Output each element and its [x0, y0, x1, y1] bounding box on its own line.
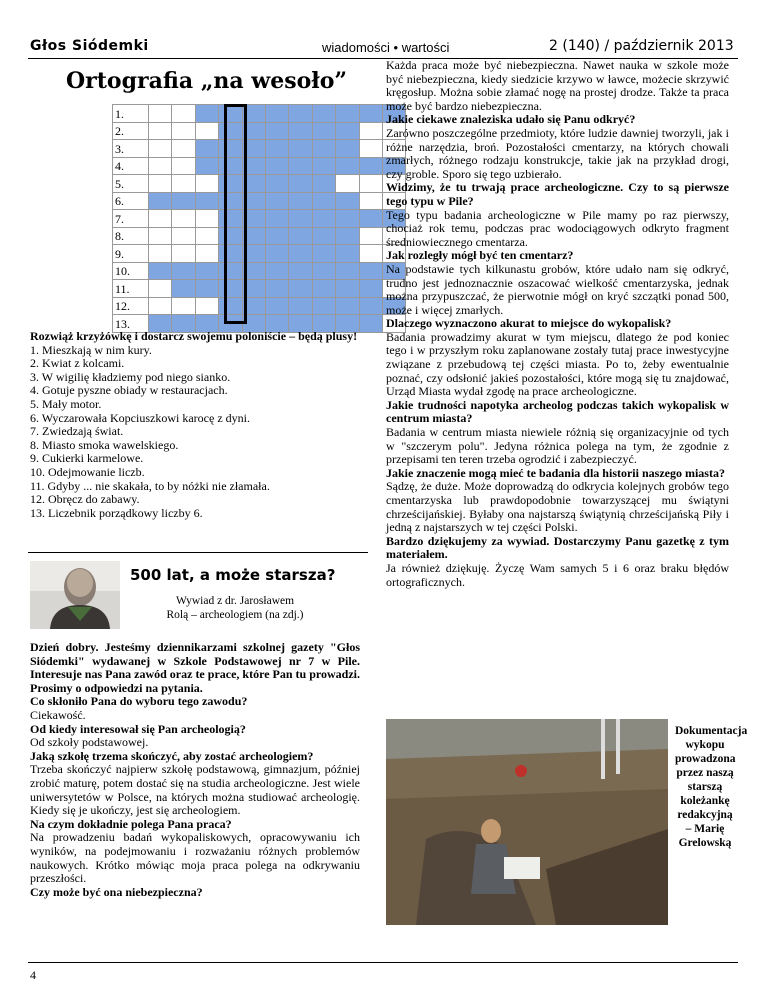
- crossword-cell: [312, 297, 335, 315]
- crossword-clue: 5. Mały motor.: [30, 396, 102, 411]
- crossword-row: [113, 227, 406, 245]
- interview-question: Dlaczego wyznaczono akurat to miejsce do wykopalisk?: [386, 316, 672, 331]
- crossword-cell: [265, 157, 288, 175]
- interview-question: Jaką szkołę trzema skończyć, aby zostać archeologiem?: [30, 748, 314, 763]
- crossword-cell: [289, 280, 312, 298]
- crossword-cell: [359, 297, 382, 315]
- crossword-clue: 2. Kwiat z kolcami.: [30, 356, 125, 371]
- crossword-solution-column: [224, 104, 247, 324]
- crossword-row: [113, 157, 406, 175]
- crossword-cell: [359, 315, 382, 333]
- crossword-row-number: 12.: [113, 297, 149, 315]
- crossword-cell: [289, 210, 312, 228]
- interview-question: Na czym dokładnie polega Pana praca?: [30, 816, 232, 831]
- crossword-cell: [336, 297, 359, 315]
- interview-answer: Na prowadzeniu badań wykopaliskowych, opracowywaniu ich wyników, na podejmowaniu i rozważaniu różnych problemów naukowych. Krótko mówiąc moja praca polega na odkrywaniu przeszłości.: [30, 830, 360, 886]
- crossword-cell: [265, 297, 288, 315]
- interview-answer: Każda praca może być niebezpieczna. Nawet nauka w szkole może być niebezpieczna, kiedy siedzicie krzywo w ławce, możecie skrzywić kręgosłup. Można sobie złamać nogę na prostej drodze. Także ta praca może być bardzo niebezpieczna.: [386, 58, 729, 113]
- crossword-row-number: 2.: [113, 122, 149, 140]
- crossword-row-number: 10.: [113, 262, 149, 280]
- crossword-cell: [149, 140, 172, 158]
- footer-divider: [28, 962, 738, 963]
- crossword-cell: [359, 227, 382, 245]
- crossword-cell: [359, 245, 382, 263]
- interview-right-column: [386, 59, 729, 589]
- crossword-cell: [265, 210, 288, 228]
- crossword-cell: [336, 140, 359, 158]
- crossword-cell: [312, 140, 335, 158]
- crossword-cell: [195, 297, 218, 315]
- crossword-cell: [195, 192, 218, 210]
- crossword-row: [113, 262, 406, 280]
- crossword-cell: [359, 105, 382, 123]
- crossword-cell: [265, 175, 288, 193]
- crossword-clue: 4. Gotuje pyszne obiady w restauracjach.: [30, 383, 228, 398]
- crossword-instruction: Rozwiąż krzyżówkę i dostarcz swojemu poloniście – będą plusy!: [30, 329, 358, 343]
- interview-title: 500 lat, a może starsza?: [130, 566, 336, 584]
- crossword-cell: [172, 105, 195, 123]
- crossword-clue: 1. Mieszkają w nim kury.: [30, 342, 152, 357]
- crossword-cell: [289, 175, 312, 193]
- crossword-cell: [149, 245, 172, 263]
- crossword-cell: [359, 210, 382, 228]
- crossword-cell: [312, 280, 335, 298]
- interview-left-column: [30, 641, 360, 899]
- crossword-cell: [265, 280, 288, 298]
- crossword-cell: [312, 105, 335, 123]
- crossword-row-number: 6.: [113, 192, 149, 210]
- crossword-cell: [265, 192, 288, 210]
- crossword-cell: [172, 210, 195, 228]
- archaeologist-photo: [30, 561, 120, 629]
- crossword-cell: [172, 262, 195, 280]
- crossword-row: [113, 175, 406, 193]
- interview-answer: Ciekawość.: [30, 707, 86, 722]
- crossword-cell: [312, 210, 335, 228]
- crossword-row-number: 11.: [113, 280, 149, 298]
- crossword-cell: [336, 192, 359, 210]
- crossword-cell: [336, 105, 359, 123]
- crossword-row: [113, 122, 406, 140]
- interview-question: Bardzo dziękujemy za wywiad. Dostarczymy Panu gazetkę z tym materiałem.: [386, 533, 729, 562]
- interview-answer: Tego typu badania archeologiczne w Pile mamy po raz pierwszy, chociaż rok temu, podczas prac wodociągowych odkryto fragment średniowiecznego cmentarza.: [386, 207, 729, 249]
- crossword-cell: [149, 105, 172, 123]
- crossword-row: [113, 105, 406, 123]
- crossword-cell: [312, 192, 335, 210]
- interview-answer: Trzeba skończyć najpierw szkołę podstawową, gimnazjum, później zrobić maturę, potem dostać się na studia archeologiczne. Jest wiele uniwersytetów w Polsce, na których można studiować archeologię. Kiedy się je ukończy, jest się archeologiem.: [30, 762, 360, 818]
- crossword-cell: [312, 227, 335, 245]
- crossword-row-number: 7.: [113, 210, 149, 228]
- interview-answer: Na podstawie tych kilkunastu grobów, które udało nam się odkryć, trudno jest jednoznacznie oszacować wielkość cmentarzyska, jednak można przypuszczać, że pierwotnie mógł on kryć szczątki ponad 500, może i więcej zmarłych.: [386, 261, 729, 317]
- crossword-cell: [312, 262, 335, 280]
- crossword-cell: [172, 297, 195, 315]
- interview-question: Jakie trudności napotyka archeolog podczas takich wykopalisk w centrum miasta?: [386, 397, 729, 426]
- crossword-cell: [195, 262, 218, 280]
- crossword-cell: [195, 210, 218, 228]
- interview-question: Jakie znaczenie mogą mieć te badania dla historii naszego miasta?: [386, 465, 725, 480]
- photo-caption: Dokumentacja wykopu prowadzona przez naszą starszą koleżankę redakcyjną – Marię Grelowską: [675, 725, 748, 849]
- interview-answer: Ja również dziękuję. Życzę Wam samych 5 i 6 oraz braku błędów ortograficznych.: [386, 560, 729, 589]
- interview-question: Czy może być ona niebezpieczna?: [30, 884, 203, 899]
- crossword-cell: [336, 210, 359, 228]
- crossword-cell: [359, 192, 382, 210]
- crossword-cell: [172, 122, 195, 140]
- crossword-cell: [265, 227, 288, 245]
- crossword-cell: [359, 157, 382, 175]
- crossword-cell: [172, 140, 195, 158]
- interview-question: Dzień dobry. Jesteśmy dziennikarzami szkolnej gazety "Głos Siódemki" wydawanej w Szkole Podstawowej nr 7 w Pile. Interesuje nas Pana zawód oraz te prace, które Pan tu prowadzi. Prosimy o odpowiedzi na pytania.: [30, 640, 360, 695]
- page-number: 4: [30, 968, 36, 982]
- tagline: wiadomości • wartości: [322, 40, 450, 55]
- crossword-clue: 3. W wigilię kładziemy pod niego sianko.: [30, 369, 231, 384]
- crossword-cell: [289, 192, 312, 210]
- crossword-cell: [359, 175, 382, 193]
- crossword-row: [113, 210, 406, 228]
- crossword-cell: [265, 140, 288, 158]
- interview-answer: Od szkoły podstawowej.: [30, 735, 149, 750]
- crossword-clue: 10. Odejmowanie liczb.: [30, 464, 145, 479]
- excavation-photo: [386, 719, 668, 925]
- crossword-cell: [195, 245, 218, 263]
- crossword-cell: [195, 175, 218, 193]
- crossword-row-number: 4.: [113, 157, 149, 175]
- crossword-row-number: 5.: [113, 175, 149, 193]
- crossword-cell: [289, 157, 312, 175]
- crossword-clue: 11. Gdyby ... nie skakała, to by nóżki nie złamała.: [30, 478, 270, 493]
- crossword-cell: [312, 245, 335, 263]
- crossword-clue: 12. Obręcz do zabawy.: [30, 492, 140, 507]
- crossword-cell: [289, 122, 312, 140]
- crossword-cell: [195, 227, 218, 245]
- crossword-row-number: 13.: [113, 315, 149, 333]
- crossword-clue: 6. Wyczarowała Kopciuszkowi karocę z dyni.: [30, 410, 250, 425]
- crossword-cell: [265, 122, 288, 140]
- crossword-cell: [359, 280, 382, 298]
- crossword-title: Ortografia „na wesoło”: [66, 68, 348, 94]
- crossword-row: [113, 280, 406, 298]
- crossword-cell: [289, 140, 312, 158]
- crossword-row: [113, 245, 406, 263]
- crossword-cell: [289, 227, 312, 245]
- section-divider: [28, 552, 368, 553]
- crossword-cell: [359, 262, 382, 280]
- crossword-cell: [149, 297, 172, 315]
- interview-answer: Badania prowadzimy akurat w tym miejscu, dlatego że pod koniec tego i w przyszłym roku zaplanowane zostały tutaj prace inwestycyjne związane z przebudową tej części miasta. Po to, żeby ewentualnie poznać, czy odsłonić jakieś pozostałości, które mogą się tu znajdować, Urząd Miasta wydał zgodę na prace archeologiczne.: [386, 329, 729, 399]
- crossword-cell: [149, 175, 172, 193]
- crossword-grid: [112, 104, 406, 333]
- interview-answer: Sądzę, że duże. Może doprowadzą do odkrycia kolejnych grobów tego cmentarzyska lub prawdopodobnie towarzyszącej mu świątyni chrześcijańskiej. Byłaby ona najstarszą świątynią chrześcijańską Piły i jedną z najstarszych w tej części Polski.: [386, 479, 729, 535]
- crossword-cell: [149, 262, 172, 280]
- interview-question: Co skłoniło Pana do wyboru tego zawodu?: [30, 694, 248, 709]
- crossword-clue: 13. Liczebnik porządkowy liczby 6.: [30, 505, 203, 520]
- crossword-cell: [195, 105, 218, 123]
- crossword-cell: [289, 245, 312, 263]
- crossword-clues: [30, 330, 360, 520]
- crossword-cell: [336, 227, 359, 245]
- crossword-row: [113, 297, 406, 315]
- crossword-clue: 8. Miasto smoka wawelskiego.: [30, 437, 179, 452]
- crossword-cell: [336, 122, 359, 140]
- crossword-cell: [195, 140, 218, 158]
- crossword-cell: [312, 122, 335, 140]
- crossword-cell: [195, 157, 218, 175]
- crossword-cell: [149, 227, 172, 245]
- crossword-cell: [149, 157, 172, 175]
- crossword-row-number: 9.: [113, 245, 149, 263]
- crossword-cell: [359, 122, 382, 140]
- interview-answer: Badania w centrum miasta niewiele różnią się organizacyjnie od tych w "szczerym polu". Jedyna różnica polega na tym, że zgodnie z przepisami ten teren trzeba ogrodzić i zabezpieczyć.: [386, 425, 729, 467]
- crossword-cell: [336, 175, 359, 193]
- crossword-cell: [265, 245, 288, 263]
- crossword-cell: [149, 122, 172, 140]
- interview-question: Widzimy, że tu trwają prace archeologiczne. Czy to są pierwsze tego typu w Pile?: [386, 180, 729, 208]
- crossword-cell: [336, 157, 359, 175]
- crossword-row-number: 1.: [113, 105, 149, 123]
- crossword-cell: [172, 175, 195, 193]
- crossword-cell: [172, 245, 195, 263]
- crossword-cell: [149, 210, 172, 228]
- crossword-cell: [289, 297, 312, 315]
- crossword-cell: [289, 262, 312, 280]
- interview-question: Od kiedy interesował się Pan archeologią?: [30, 721, 246, 736]
- crossword-row: [113, 140, 406, 158]
- crossword-cell: [172, 227, 195, 245]
- crossword-cell: [265, 105, 288, 123]
- interview-question: Jak rozległy mógł być ten cmentarz?: [386, 248, 574, 263]
- crossword-cell: [289, 105, 312, 123]
- issue-info: 2 (140) / październik 2013: [549, 38, 734, 54]
- interview-byline: Wywiad z dr. Jarosławem Rolą – archeologiem (na zdj.): [166, 595, 304, 621]
- crossword-cell: [336, 280, 359, 298]
- interview-question: Jakie ciekawe znaleziska udało się Panu odkryć?: [386, 112, 636, 127]
- crossword-cell: [336, 245, 359, 263]
- crossword-clue: 7. Zwiedzają świat.: [30, 424, 124, 439]
- crossword-cell: [312, 175, 335, 193]
- crossword-cell: [172, 157, 195, 175]
- crossword-cell: [336, 262, 359, 280]
- crossword-cell: [149, 192, 172, 210]
- publication-name: Głos Siódemki: [30, 38, 149, 54]
- crossword-cell: [195, 122, 218, 140]
- interview-answer: Zarówno poszczególne przedmioty, które ludzie dawniej tworzyli, jak i różne narzędzia, broń. Pozostałości cmentarzy, na których chowali zmarłych, różnego rodzaju konstrukcje, takie jak na przykład drogi, czy groble. Sporo się tego uzbierało.: [386, 125, 729, 181]
- crossword-cell: [172, 280, 195, 298]
- crossword-clue: 9. Cukierki karmelowe.: [30, 451, 144, 466]
- crossword-cell: [312, 157, 335, 175]
- crossword-cell: [172, 192, 195, 210]
- crossword-cell: [359, 140, 382, 158]
- crossword-row: [113, 192, 406, 210]
- crossword-cell: [195, 280, 218, 298]
- crossword-cell: [149, 280, 172, 298]
- crossword-row-number: 3.: [113, 140, 149, 158]
- crossword-cell: [265, 262, 288, 280]
- crossword-row-number: 8.: [113, 227, 149, 245]
